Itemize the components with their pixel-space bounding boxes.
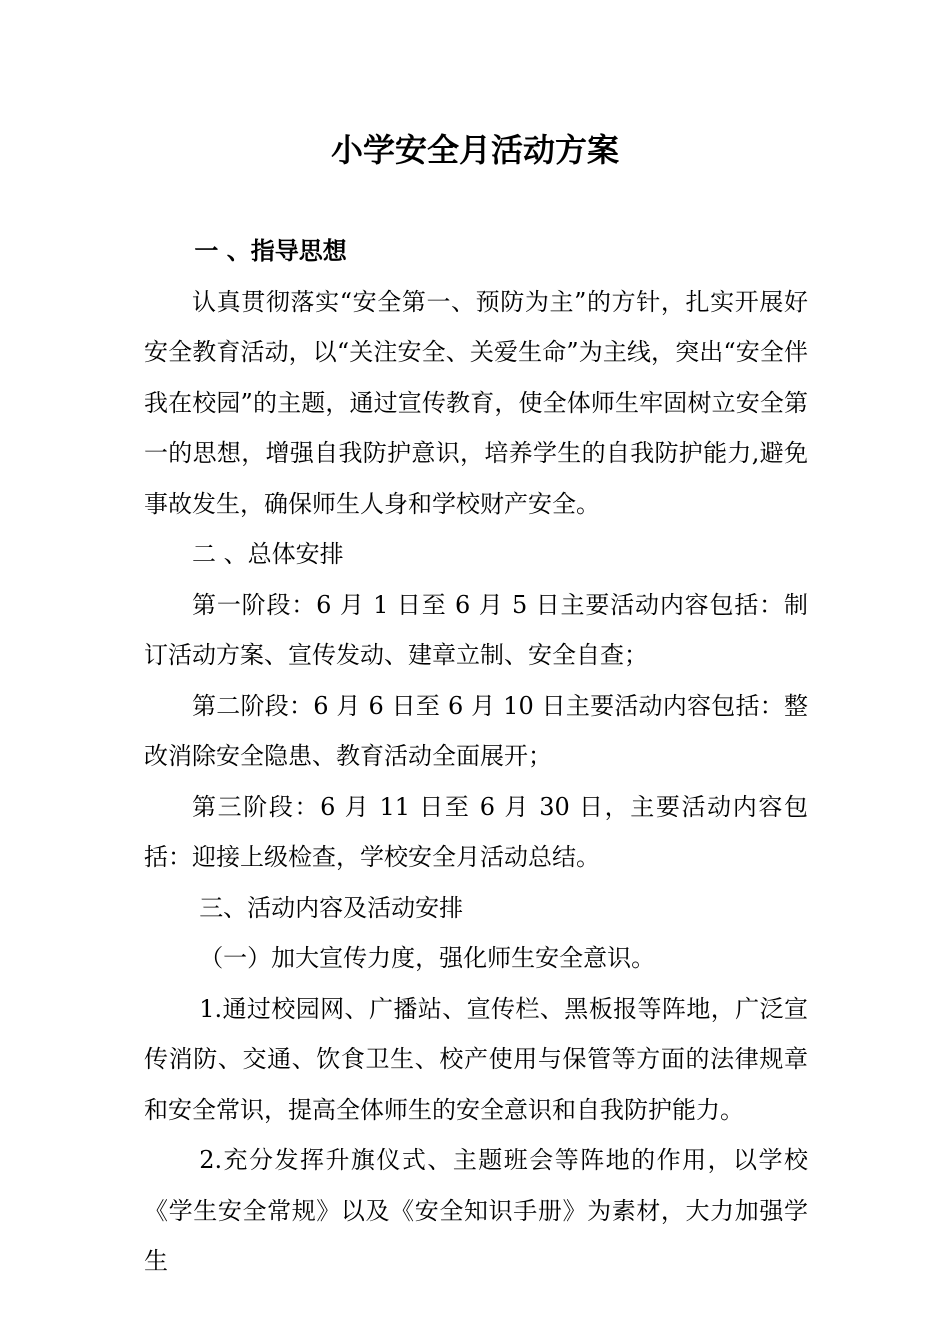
subsection-heading-publicity: （一）加大宣传力度，强化师生安全意识。 — [199, 944, 656, 972]
paragraph-guiding-thought: 认真贯彻落实“安全第一、预防为主”的方针，扎实开展好安全教育活动，以“关注安全、关爱生命”为主线，突出“安全伴我在校园”的主题，通过宣传教育，使全体师生牢固树立安全第一的思想，增强自我防护意识，培养学生的自我防护能力,避免事故发生，确保师生人身和学校财产安全。 — [144, 287, 808, 518]
section-heading-activity-content: 三、活动内容及活动安排 — [199, 893, 464, 922]
paragraph-phase-one: 第一阶段：6 月 1 日至 6 月 5 日主要活动内容包括：制订活动方案、宣传发动、建章立制、安全自查； — [144, 590, 808, 669]
list-item-2: 2.充分发挥升旗仪式、主题班会等阵地的作用，以学校《学生安全常规》以及《安全知识手册》为素材，大力加强学生 — [144, 1146, 808, 1275]
paragraph-phase-three: 第三阶段：6 月 11 日至 6 月 30 日，主要活动内容包括：迎接上级检查，学校安全月活动总结。 — [144, 792, 808, 871]
document-title: 小学安全月活动方案 — [330, 131, 619, 169]
document-body — [144, 226, 808, 1287]
section-heading-overall-arrangement: 二 、总体安排 — [192, 540, 344, 568]
list-item-1: 1.通过校园网、广播站、宣传栏、黑板报等阵地，广泛宣传消防、交通、饮食卫生、校产使用与保管等方面的法律规章和安全常识，提高全体师生的安全意识和自我防护能力。 — [144, 994, 808, 1124]
section-heading-guiding-thought: 一 、指导思想 — [194, 236, 347, 265]
paragraph-phase-two: 第二阶段：6 月 6 日至 6 月 10 日主要活动内容包括：整改消除安全隐患、教育活动全面展开； — [144, 691, 808, 770]
